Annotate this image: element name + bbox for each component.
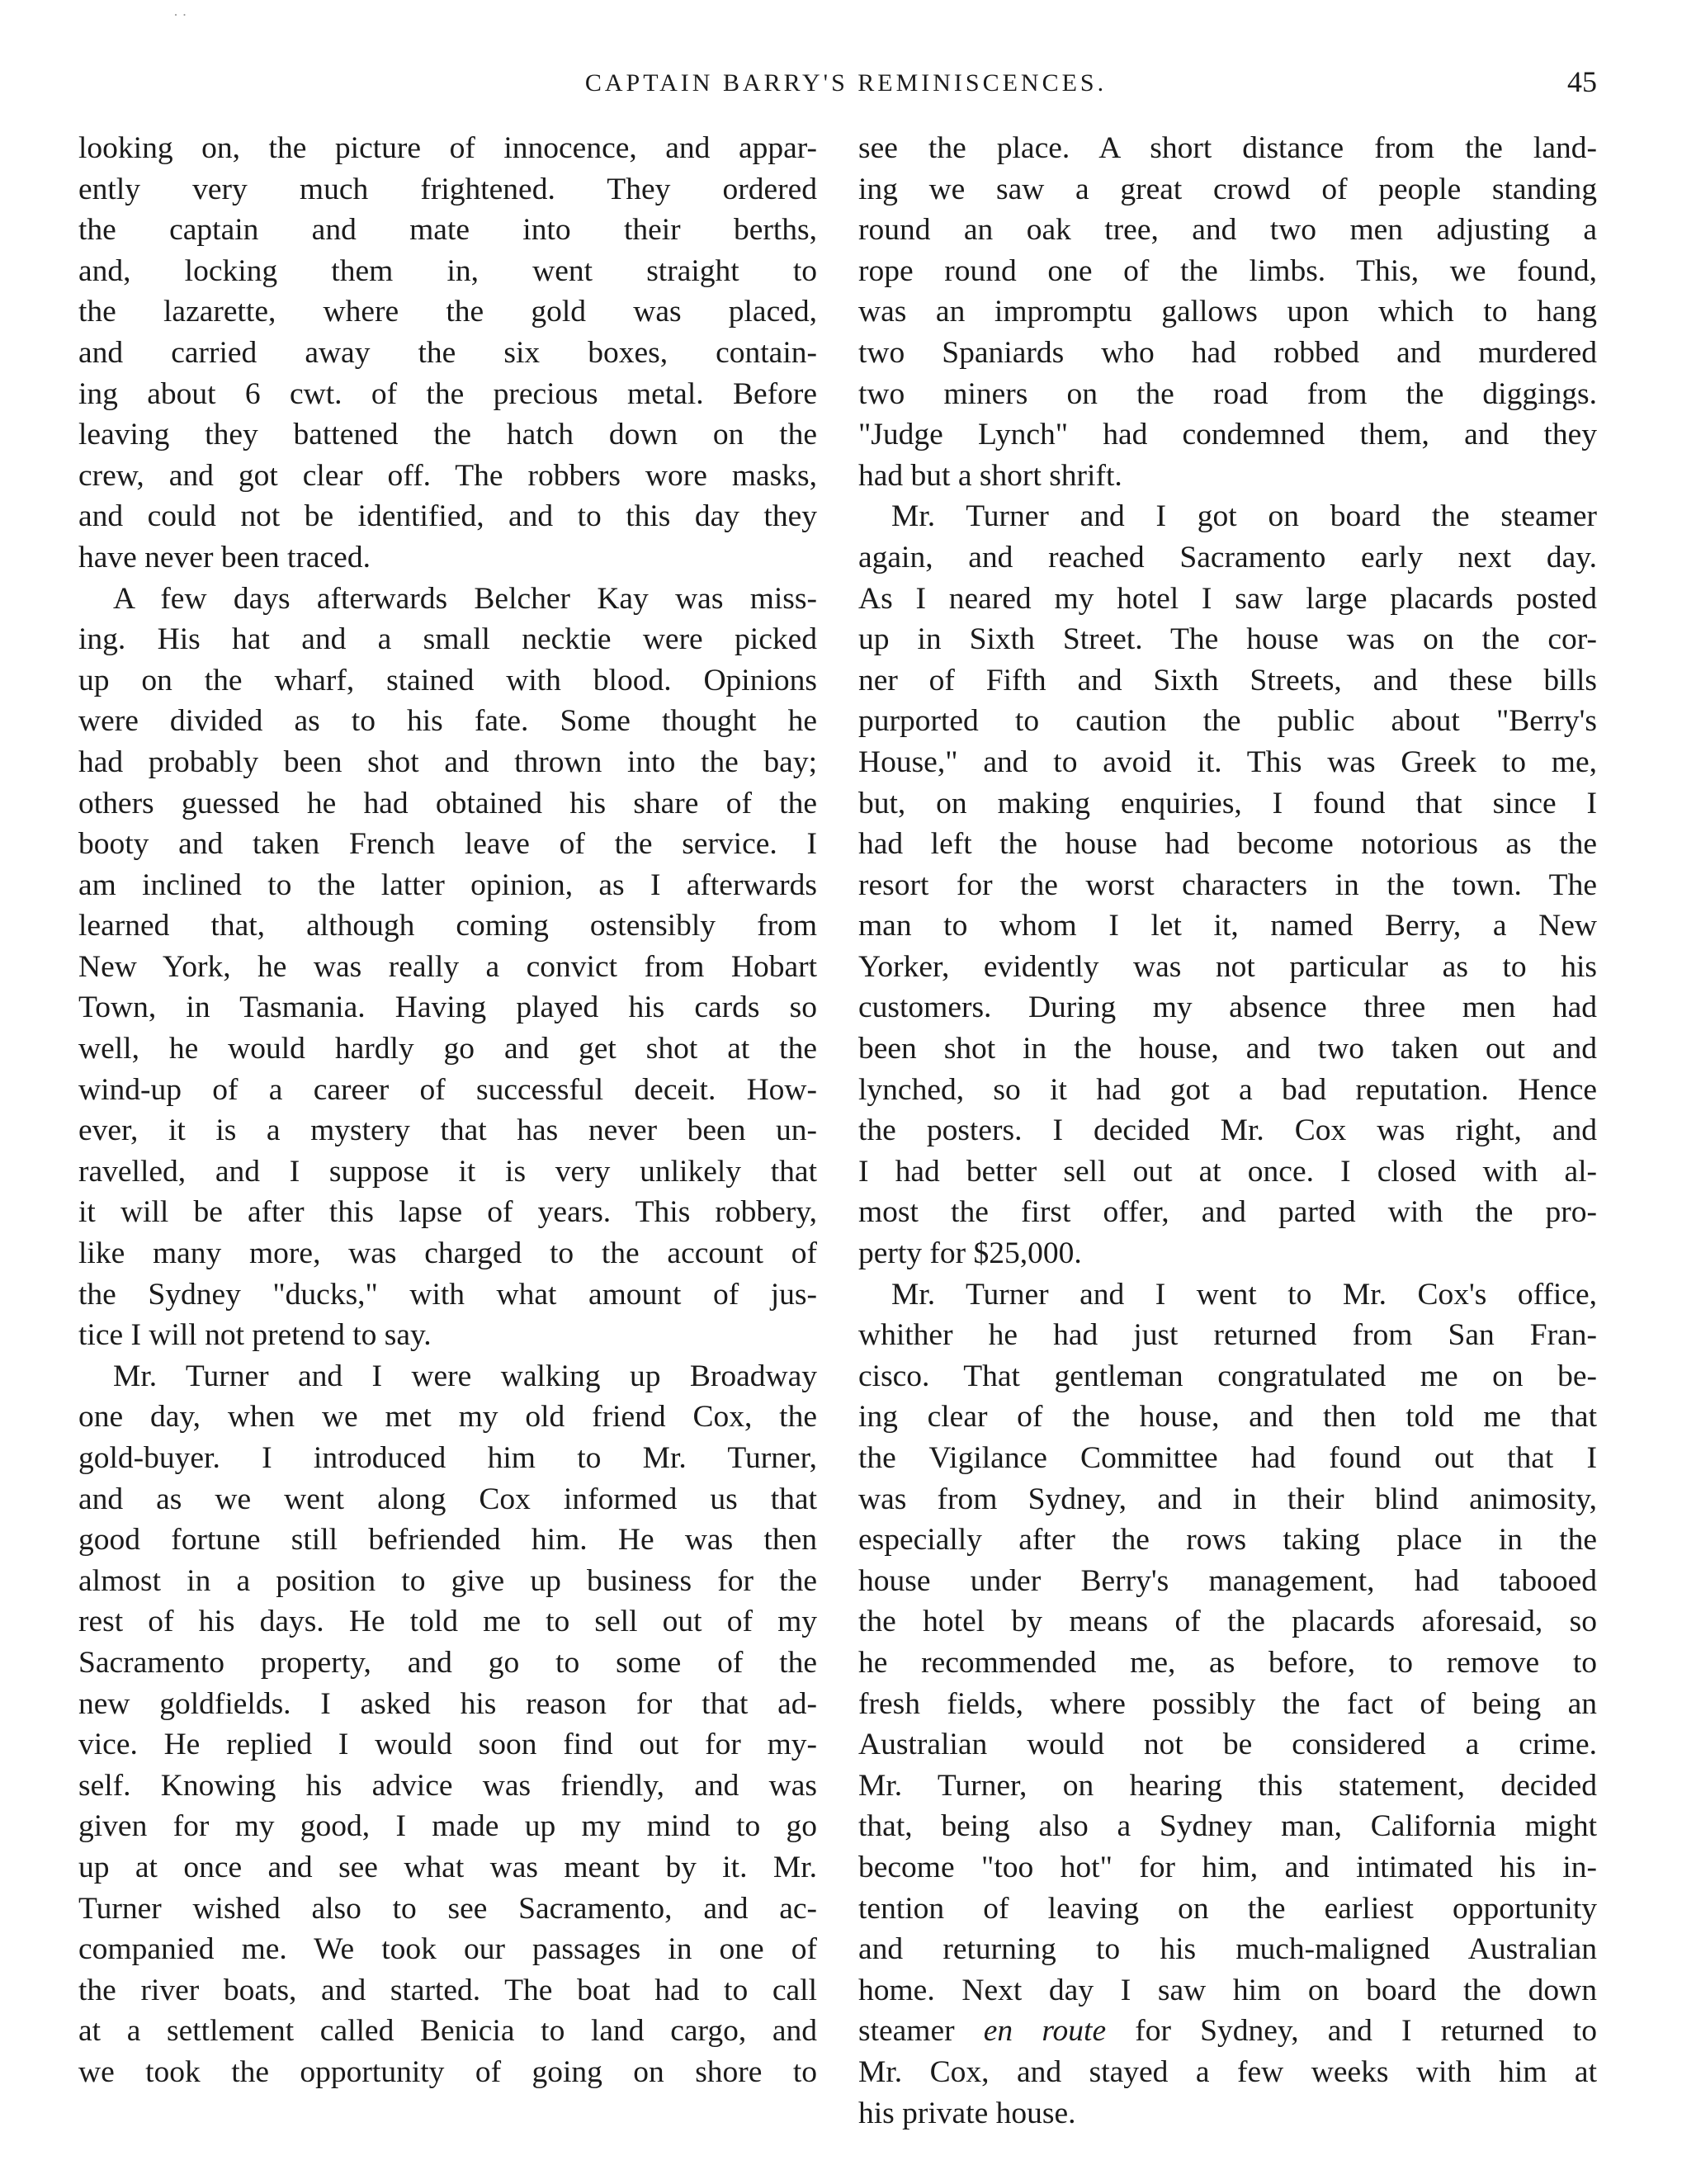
text-line: well, he would hardly go and get shot at the [78,1032,817,1066]
text-line: rope round one of the limbs. This, we found, [858,253,1597,288]
text-line: perty for $25,000. [858,1236,1082,1271]
page-header [78,65,1613,119]
text-line: ing. His hat and a small necktie were picked [78,622,817,657]
text-line: that, being also a Sydney man, California might [858,1809,1597,1844]
text-line: looking on, the picture of innocence, and appar- [78,131,817,165]
running-title: CAPTAIN BARRY'S REMINISCENCES. [584,69,1108,97]
text-line: new goldfields. I asked his reason for that ad- [78,1686,817,1721]
text-line: purported to caution the public about "Berry's [858,704,1597,739]
text-line: most the first offer, and parted with the pro- [858,1195,1597,1230]
text-line: become "too hot" for him, and intimated his in- [858,1850,1597,1884]
text-line: like many more, was charged to the account of [78,1236,817,1271]
text-line: self. Knowing his advice was friendly, and was [78,1768,817,1803]
text-line: learned that, although coming ostensibly from [78,909,817,943]
text-line: crew, and got clear off. The robbers wore masks, [78,458,817,493]
text-line: Australian would not be considered a crime. [858,1728,1597,1762]
text-line: the hotel by means of the placards aforesaid, so [858,1605,1597,1639]
text-line: rest of his days. He told me to sell out of my [78,1605,817,1639]
text-line: round an oak tree, and two men adjusting a [858,213,1597,248]
text-line: Mr. Turner and I were walking up Broadway [113,1359,817,1393]
right-text-column [858,128,1597,2134]
text-line: others guessed he had obtained his share of the [78,786,817,820]
text-line: companied me. We took our passages in one of [78,1932,817,1967]
text-line: it will be after this lapse of years. This robbery, [78,1195,817,1230]
text-line: home. Next day I saw him on board the down [858,1973,1597,2007]
text-line: ner of Fifth and Sixth Streets, and these bills [858,663,1597,697]
text-line: leaving they battened the hatch down on the [78,418,817,452]
text-line: have never been traced. [78,540,371,574]
text-line: whither he had just returned from San Fran- [858,1318,1597,1353]
text-line: up in Sixth Street. The house was on the cor- [858,622,1597,657]
text-line: booty and taken French leave of the service. I [78,827,817,862]
text-line: given for my good, I made up my mind to go [78,1809,817,1844]
text-line: cisco. That gentleman congratulated me on be- [858,1359,1597,1393]
text-line: had but a short shrift. [858,458,1122,493]
text-line: one day, when we met my old friend Cox, the [78,1400,817,1435]
text-line: were divided as to his fate. Some thought he [78,704,817,739]
text-line: see the place. A short distance from the land- [858,131,1597,165]
text-line: especially after the rows taking place in the [858,1523,1597,1558]
text-line: up on the wharf, stained with blood. Opinions [78,663,817,697]
text-line: had probably been shot and thrown into the bay; [78,745,817,779]
text-line: again, and reached Sacramento early next day. [858,540,1597,574]
text-line: the posters. I decided Mr. Cox was right, and [858,1113,1597,1148]
text-line: lynched, so it had got a bad reputation. Hence [858,1072,1597,1107]
text-line: almost in a position to give up business for the [78,1563,817,1598]
text-line: was an impromptu gallows upon which to hang [858,295,1597,329]
text-line: his private house. [858,2096,1076,2130]
text-line: and could not be identified, and to this day they [78,499,817,534]
text-line: am inclined to the latter opinion, as I afterwards [78,867,817,902]
text-line: I had better sell out at once. I closed with al- [858,1154,1597,1189]
text-line: and returning to his much-maligned Australian [858,1932,1597,1967]
text-line: two Spaniards who had robbed and murdered [858,335,1597,370]
text-line: Town, in Tasmania. Having played his cards so [78,990,817,1025]
text-line: ently very much frightened. They ordered [78,172,817,206]
text-line: ing clear of the house, and then told me that [858,1400,1597,1435]
text-line: ing we saw a great crowd of people standing [858,172,1597,206]
text-line: the Vigilance Committee had found out that I [858,1441,1597,1475]
text-line [858,2011,1597,2052]
text-line: As I neared my hotel I saw large placards posted [858,581,1597,616]
text-line: ing about 6 cwt. of the precious metal. Before [78,376,817,411]
bleed-mark: · · [173,7,187,23]
text-line: the river boats, and started. The boat had to call [78,1973,817,2007]
text-line: been shot in the house, and two taken out and [858,1032,1597,1066]
text-line: tice I will not pretend to say. [78,1318,432,1353]
text-line: the Sydney "ducks," with what amount of jus- [78,1277,817,1312]
text-line: Sacramento property, and go to some of the [78,1645,817,1680]
text-line: fresh fields, where possibly the fact of being an [858,1686,1597,1721]
text-line: New York, he was really a convict from Hobart [78,949,817,984]
text-line: but, on making enquiries, I found that since I [858,786,1597,820]
text-line: and carried away the six boxes, contain- [78,335,817,370]
italic-phrase: en route [983,2014,1107,2049]
text-line: Mr. Turner and I got on board the steamer [891,499,1597,534]
text-line: Turner wished also to see Sacramento, and ac- [78,1891,817,1926]
text-line: gold-buyer. I introduced him to Mr. Turner, [78,1441,817,1475]
text-line: customers. During my absence three men had [858,990,1597,1025]
text-line: vice. He replied I would soon find out for my- [78,1728,817,1762]
text-line-segment: steamer [858,2014,984,2049]
text-line: he recommended me, as before, to remove to [858,1645,1597,1680]
text-line: Mr. Turner, on hearing this statement, decided [858,1768,1597,1803]
text-line: good fortune still befriended him. He was then [78,1523,817,1558]
text-line: house under Berry's management, had tabooed [858,1563,1597,1598]
text-line: House," and to avoid it. This was Greek to me, [858,745,1597,779]
text-line: "Judge Lynch" had condemned them, and they [858,418,1597,452]
text-line: resort for the worst characters in the town. The [858,867,1597,902]
text-line: wind-up of a career of successful deceit. How- [78,1072,817,1107]
text-line-segment: for Sydney, and I returned to [1106,2014,1597,2049]
text-line: was from Sydney, and in their blind animosity, [858,1482,1597,1516]
text-line: had left the house had become notorious as the [858,827,1597,862]
text-line: Mr. Turner and I went to Mr. Cox's office, [891,1277,1597,1312]
text-line: ravelled, and I suppose it is very unlikely that [78,1154,817,1189]
left-text-column [78,128,817,2093]
text-line: two miners on the road from the diggings. [858,376,1597,411]
text-line: we took the opportunity of going on shore to [78,2054,817,2089]
text-line: at a settlement called Benicia to land cargo, and [78,2014,817,2049]
text-line: ever, it is a mystery that has never been un- [78,1113,817,1148]
text-line: the lazarette, where the gold was placed, [78,295,817,329]
text-line: the captain and mate into their berths, [78,213,817,248]
text-line: Yorker, evidently was not particular as to his [858,949,1597,984]
text-line: and, locking them in, went straight to [78,253,817,288]
text-line: tention of leaving on the earliest opportunity [858,1891,1597,1926]
text-line: Mr. Cox, and stayed a few weeks with him at [858,2054,1597,2089]
text-line: A few days afterwards Belcher Kay was miss- [113,581,817,616]
text-line: up at once and see what was meant by it. Mr. [78,1850,817,1884]
page-number: 45 [1567,65,1597,98]
text-line: and as we went along Cox informed us that [78,1482,817,1516]
text-line: man to whom I let it, named Berry, a New [858,909,1597,943]
